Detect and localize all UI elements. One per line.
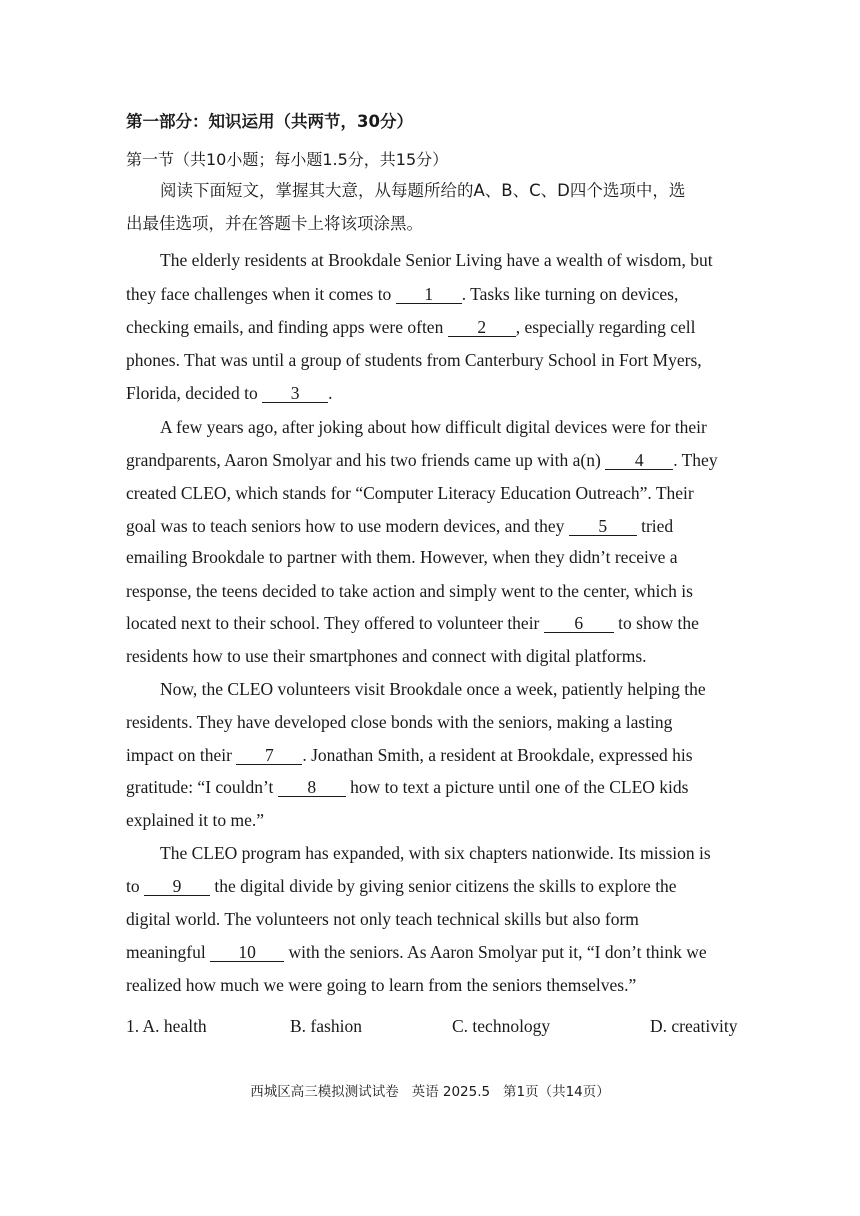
passage-text: goal was to teach seniors how to use modern devices, and they [126,516,569,536]
passage-line [126,875,677,897]
passage-text: grandparents, Aaron Smolyar and his two friends came up with a(n) [126,450,606,470]
passage-line [126,382,332,404]
passage-line [126,941,707,963]
passage-text: to [126,876,144,896]
blank-7: 7 [236,746,302,765]
passage-line: response, the teens decided to take action and simply went to the center, which is [126,581,693,601]
blank-8: 8 [278,778,346,797]
passage-text: checking emails, and finding apps were often [126,317,448,337]
passage-line [126,744,693,766]
passage-text: . [328,383,333,403]
passage-line: A few years ago, after joking about how difficult digital devices were for their [160,417,707,437]
blank-6: 6 [544,614,614,633]
blank-4: 4 [605,451,673,470]
passage-line: realized how much we were going to learn from the seniors themselves.” [126,975,637,995]
blank-9: 9 [144,877,210,896]
passage-text: gratitude: “I couldn’t [126,777,278,797]
passage-text: Florida, decided to [126,383,263,403]
blank-2: 2 [448,318,516,337]
option-a: 1. A. health [126,1016,207,1036]
passage-line [126,776,688,798]
option-c: C. technology [452,1016,551,1036]
blank-1: 1 [396,285,462,304]
passage-text: the digital divide by giving senior citizens the skills to explore the [210,876,677,896]
passage-text: to show the [613,613,699,633]
passage-text: with the seniors. As Aaron Smolyar put it, “I don’t think we [284,942,707,962]
passage-text: meaningful [126,942,211,962]
instructions-line-2: 出最佳选项，并在答题卡上将该项涂黑。 [126,214,423,233]
passage-line: digital world. The volunteers not only teach technical skills but also form [126,909,639,929]
passage-line [126,515,673,537]
passage-line: created CLEO, which stands for “Computer Literacy Education Outreach”. Their [126,483,694,503]
passage-text: . Tasks like turning on devices, [461,284,679,304]
instructions-line-1: 阅读下面短文，掌握其大意，从每题所给的A、B、C、D四个选项中，选 [160,181,686,200]
passage-line: Now, the CLEO volunteers visit Brookdale once a week, patiently helping the [160,679,706,699]
page-footer: 西城区高三模拟测试试卷 英语 2025.5 第1页（共14页） [250,1084,610,1100]
passage-line: The CLEO program has expanded, with six chapters nationwide. Its mission is [160,843,711,863]
passage-line [126,283,678,305]
passage-text: . They [673,450,718,470]
blank-10: 10 [210,943,284,962]
option-b: B. fashion [290,1016,362,1036]
passage-text: they face challenges when it comes to [126,284,396,304]
passage-text: located next to their school. They offered to volunteer their [126,613,544,633]
passage-text: tried [636,516,674,536]
passage-line: phones. That was until a group of students from Canterbury School in Fort Myers, [126,350,702,370]
part-title: 第一部分：知识运用（共两节，30分） [126,112,413,131]
passage-line: residents. They have developed close bonds with the seniors, making a lasting [126,712,673,732]
passage-line: explained it to me.” [126,810,265,830]
section-title: 第一节（共10小题；每小题1.5分，共15分） [126,150,449,169]
blank-3: 3 [262,384,328,403]
blank-5: 5 [569,517,637,536]
passage-line [126,449,718,471]
passage-text: impact on their [126,745,237,765]
passage-line: emailing Brookdale to partner with them. However, when they didn’t receive a [126,547,678,567]
passage-text: , especially regarding cell [515,317,696,337]
option-d: D. creativity [650,1016,738,1036]
passage-text: how to text a picture until one of the CLEO kids [345,777,689,797]
passage-line: The elderly residents at Brookdale Senior Living have a wealth of wisdom, but [160,250,713,270]
passage-text: . Jonathan Smith, a resident at Brookdale, expressed his [302,745,693,765]
passage-line [126,612,699,634]
passage-line [126,316,695,338]
passage-line: residents how to use their smartphones and connect with digital platforms. [126,646,647,666]
